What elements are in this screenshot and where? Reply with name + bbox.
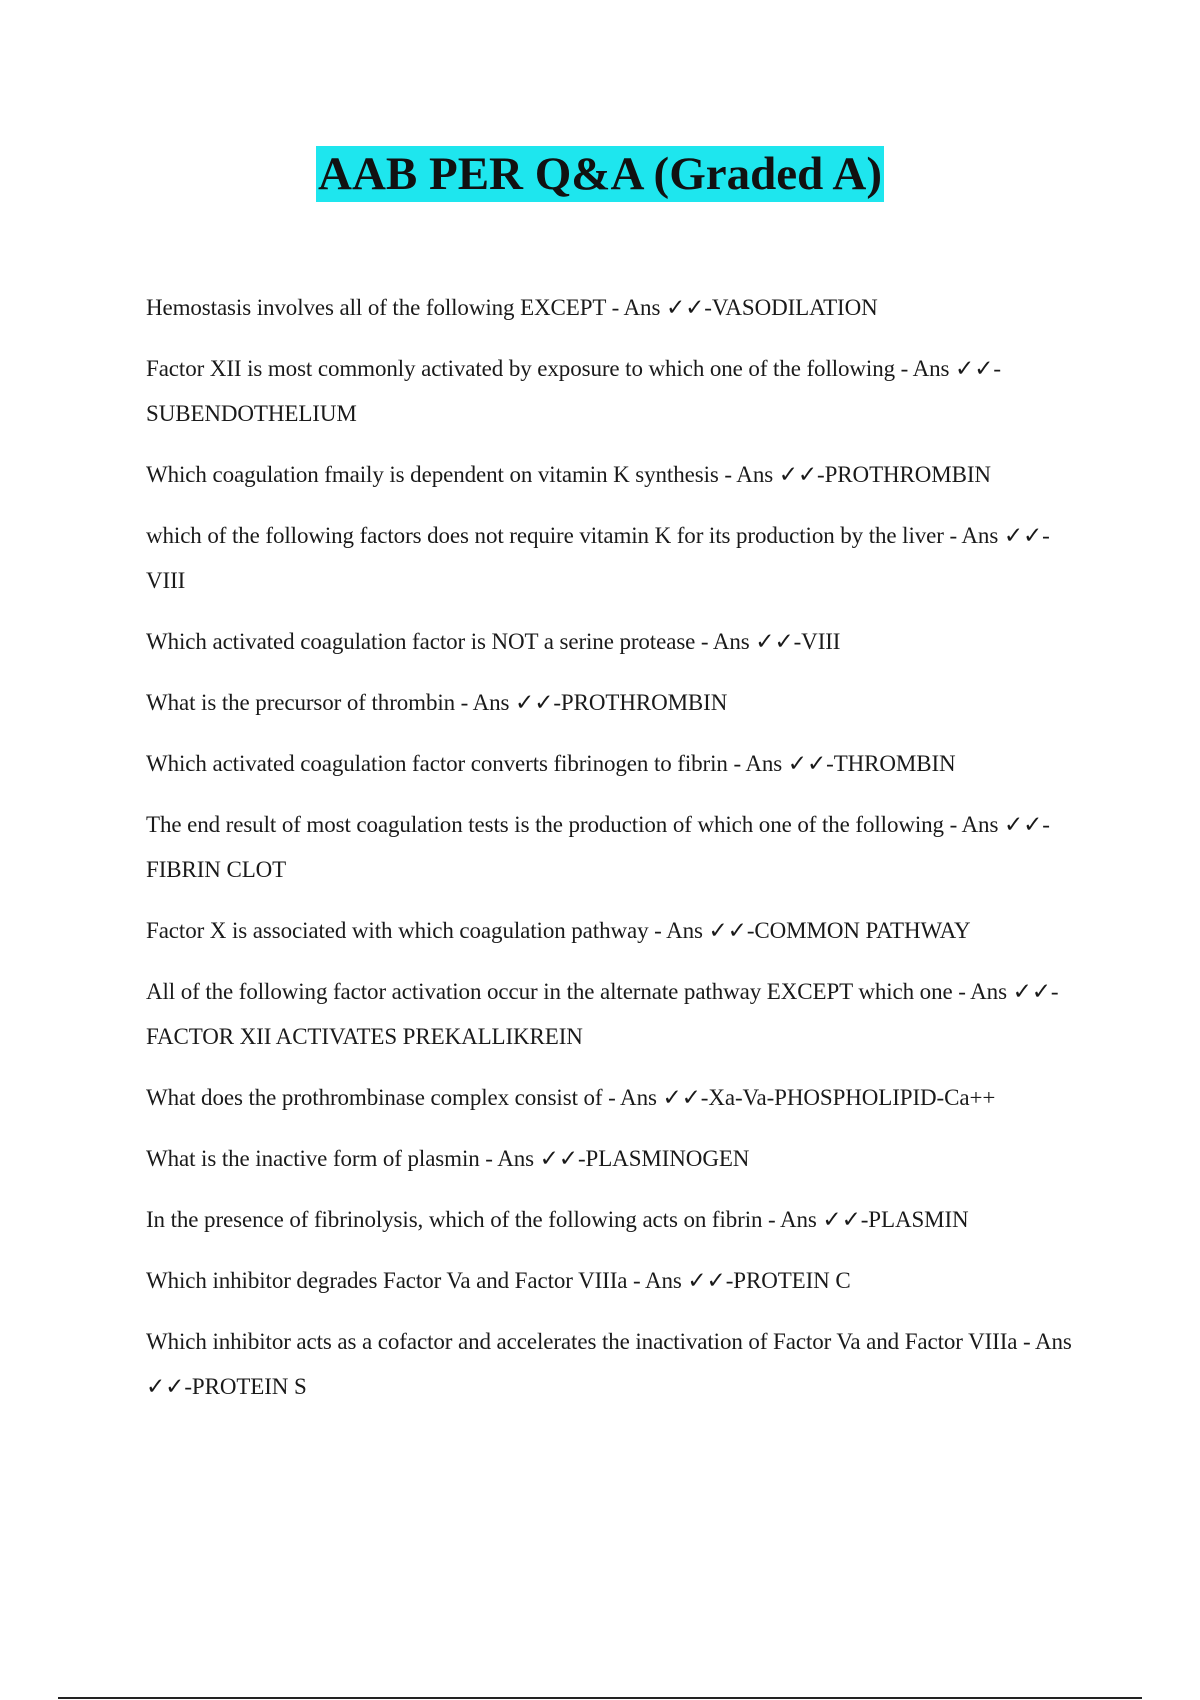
qa-item: Which activated coagulation factor converts fibrinogen to fibrin - Ans ✓✓-THROMBIN	[146, 751, 956, 776]
qa-item: What does the prothrombinase complex consist of - Ans ✓✓-Xa-Va-PHOSPHOLIPID-Ca++	[146, 1085, 996, 1110]
qa-list	[146, 285, 1086, 1425]
qa-item: Factor XII is most commonly activated by exposure to which one of the following - Ans ✓✓-SUBENDOTHELIUM	[146, 356, 1001, 426]
qa-item: which of the following factors does not require vitamin K for its production by the liver - Ans ✓✓-VIII	[146, 523, 1050, 593]
qa-item: Which inhibitor acts as a cofactor and accelerates the inactivation of Factor Va and Factor VIIIa - Ans ✓✓-PROTEIN S	[146, 1329, 1072, 1399]
qa-item: Which activated coagulation factor is NOT a serine protease - Ans ✓✓-VIII	[146, 629, 841, 654]
qa-item: All of the following factor activation occur in the alternate pathway EXCEPT which one - Ans ✓✓-FACTOR XII ACTIVATES PREKALLIKREIN	[146, 979, 1059, 1049]
title-container	[0, 146, 1200, 202]
qa-item: Which inhibitor degrades Factor Va and Factor VIIIa - Ans ✓✓-PROTEIN C	[146, 1268, 851, 1293]
qa-item: Hemostasis involves all of the following EXCEPT - Ans ✓✓-VASODILATION	[146, 295, 878, 320]
qa-item: What is the precursor of thrombin - Ans ✓✓-PROTHROMBIN	[146, 690, 728, 715]
qa-item: What is the inactive form of plasmin - Ans ✓✓-PLASMINOGEN	[146, 1146, 750, 1171]
footer-divider	[58, 1697, 1142, 1699]
qa-item: Factor X is associated with which coagulation pathway - Ans ✓✓-COMMON PATHWAY	[146, 918, 971, 943]
qa-item: The end result of most coagulation tests is the production of which one of the following - Ans ✓✓-FIBRIN CLOT	[146, 812, 1050, 882]
page-title: AAB PER Q&A (Graded A)	[318, 148, 882, 200]
qa-item: In the presence of fibrinolysis, which of the following acts on fibrin - Ans ✓✓-PLASMIN	[146, 1207, 969, 1232]
qa-item: Which coagulation fmaily is dependent on vitamin K synthesis - Ans ✓✓-PROTHROMBIN	[146, 462, 991, 487]
